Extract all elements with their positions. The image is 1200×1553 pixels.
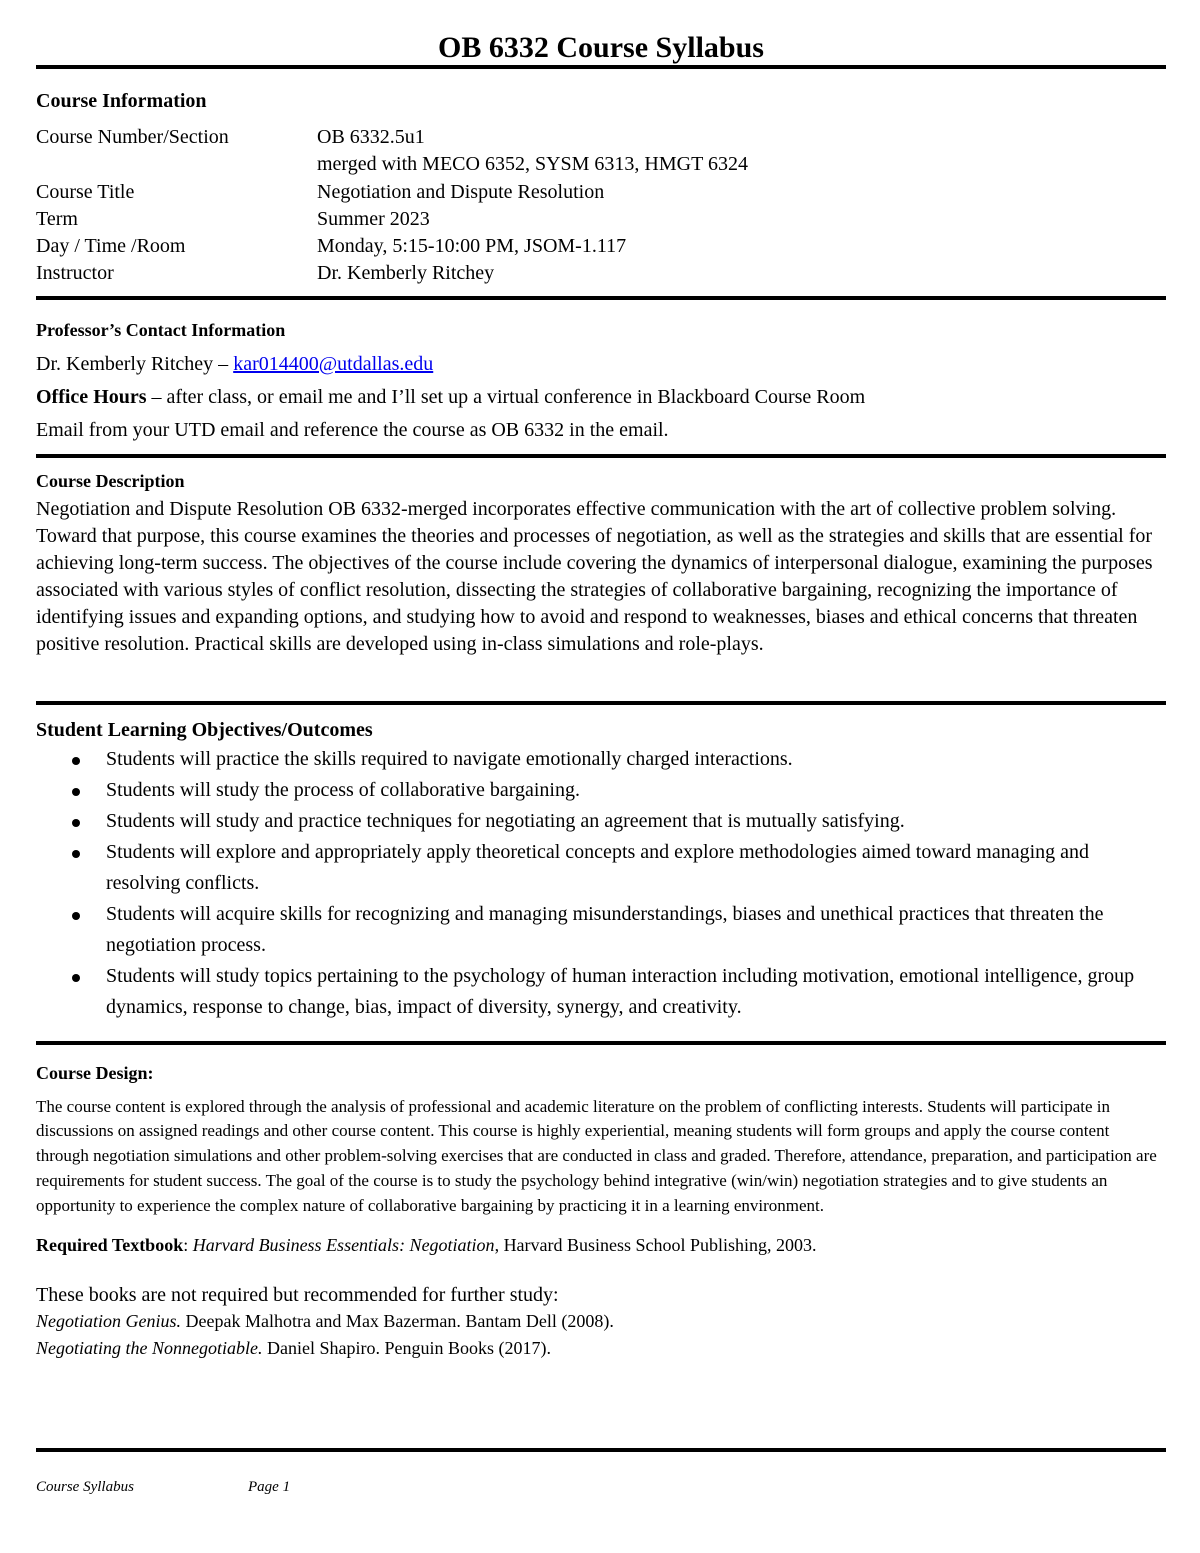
course-info-table — [36, 124, 1166, 288]
course-info-value: Negotiation and Dispute Resolution — [317, 180, 605, 203]
office-hours-text: – after class, or email me and I’ll set up a virtual conference in Blackboard Course Room — [146, 385, 866, 408]
instructor-email-link[interactable]: kar014400@utdallas.edu — [233, 352, 434, 375]
course-info-value: Monday, 5:15-10:00 PM, JSOM-1.117 — [317, 235, 627, 258]
description-heading: Course Description — [36, 471, 185, 491]
objectives-section — [36, 717, 1166, 1023]
course-info-value: merged with MECO 6352, SYSM 6313, HMGT 6324 — [317, 153, 748, 176]
course-info-label — [36, 151, 317, 178]
description-text: Negotiation and Dispute Resolution OB 6332-merged incorporates effective communication with the art of collective problem solving. Toward that purpose, this course examines the theories and processes of negotiation, as well as the strategies and skills that are essential for achieving long-term success. The objectives of the course include covering the dynamics of interpersonal dialogue, examining the purposes associated with various styles of conflict resolution, dissecting the strategies of collaborative bargaining, recognizing the importance of identifying issues and expanding options, and studying how to avoid and respond to weaknesses, biases and ethical concerns that threaten positive resolution. Practical skills are developed using in-class simulations and role-plays. — [36, 497, 1153, 655]
divider — [36, 454, 1166, 458]
divider — [36, 1041, 1166, 1045]
objective-item: Students will study the process of collaborative bargaining. — [36, 775, 1166, 806]
recommended-book — [36, 1308, 1166, 1335]
objective-item: Students will acquire skills for recognizing and managing misunderstandings, biases and unethical practices that threaten the negotiation process. — [36, 899, 1166, 961]
contact-section — [36, 318, 1166, 447]
email-note: Email from your UTD email and reference the course as OB 6332 in the email. — [36, 418, 669, 441]
course-info-label: Course Number/Section — [36, 126, 229, 148]
office-hours-label: Office Hours — [36, 385, 147, 408]
book-details: Deepak Malhotra and Max Bazerman. Bantam Dell (2008). — [181, 1310, 614, 1331]
course-info-row — [36, 179, 1166, 206]
textbook-label: Required Textbook — [36, 1235, 184, 1256]
textbook-colon: : — [183, 1235, 193, 1256]
instructor-name: Dr. Kemberly Ritchey – — [36, 352, 234, 375]
textbook-publisher: , Harvard Business School Publishing, 2003. — [494, 1235, 817, 1256]
book-title: Negotiation Genius. — [36, 1310, 181, 1331]
objectives-heading: Student Learning Objectives/Outcomes — [36, 719, 373, 741]
design-text: The course content is explored through the analysis of professional and academic literature on the problem of conflicting interests. Students will participate in discussions on assigned readings and other course content. This course is highly experiential, meaning students will form groups and apply the course content through negotiation simulations and other problem-solving exercises that are conducted in class and graded. Therefore, attendance, preparation, and participation are requirements for student success. The goal of the course is to study the psychology behind integrative (win/win) negotiation strategies and to give students an opportunity to experience the complex nature of collaborative bargaining by practicing it in a learning environment. — [36, 1096, 1157, 1215]
divider — [36, 296, 1166, 300]
book-details: Daniel Shapiro. Penguin Books (2017). — [262, 1337, 551, 1358]
course-info-row — [36, 206, 1166, 233]
course-info-value: Dr. Kemberly Ritchey — [317, 262, 495, 285]
contact-line — [36, 348, 1166, 381]
course-info-section — [36, 88, 1166, 288]
office-hours-line — [36, 381, 1166, 414]
design-section — [36, 1061, 1166, 1362]
course-info-label: Instructor — [36, 262, 114, 285]
page-title: OB 6332 Course Syllabus — [438, 31, 764, 64]
page-number: Page 1 — [248, 1479, 291, 1495]
course-info-row — [36, 260, 1166, 287]
objective-item: Students will study topics pertaining to the psychology of human interaction including motivation, emotional intelligence, group dynamics, response to change, bias, impact of diversity, synergy, and creativity. — [36, 961, 1166, 1023]
footer — [36, 1477, 290, 1497]
objective-item: Students will study and practice techniques for negotiating an agreement that is mutually satisfying. — [36, 806, 1166, 837]
recommended-book — [36, 1335, 1166, 1362]
course-info-label: Course Title — [36, 180, 135, 203]
course-info-label: Term — [36, 207, 78, 230]
footer-label: Course Syllabus — [36, 1479, 134, 1495]
divider — [36, 65, 1166, 69]
recommended-list — [36, 1308, 1166, 1362]
course-info-row — [36, 151, 1166, 178]
objective-item: Students will practice the skills required to navigate emotionally charged interactions. — [36, 744, 1166, 775]
course-info-value: Summer 2023 — [317, 207, 430, 230]
course-info-label: Day / Time /Room — [36, 235, 186, 258]
objective-item: Students will explore and appropriately apply theoretical concepts and explore methodologies aimed toward managing and resolving conflicts. — [36, 837, 1166, 899]
textbook-title: Harvard Business Essentials: Negotiation — [192, 1235, 495, 1256]
description-section — [36, 469, 1166, 658]
book-title: Negotiating the Nonnegotiable. — [36, 1337, 263, 1358]
objectives-list — [36, 744, 1166, 1023]
divider — [36, 1448, 1166, 1452]
recommended-intro: These books are not required but recommended for further study: — [36, 1283, 559, 1306]
textbook-line — [36, 1233, 1166, 1258]
contact-heading: Professor’s Contact Information — [36, 320, 286, 340]
design-heading: Course Design: — [36, 1063, 154, 1083]
divider — [36, 701, 1166, 705]
course-info-value: OB 6332.5u1 — [317, 126, 425, 148]
course-info-row — [36, 233, 1166, 260]
course-info-heading: Course Information — [36, 90, 207, 112]
course-info-row — [36, 124, 1166, 151]
